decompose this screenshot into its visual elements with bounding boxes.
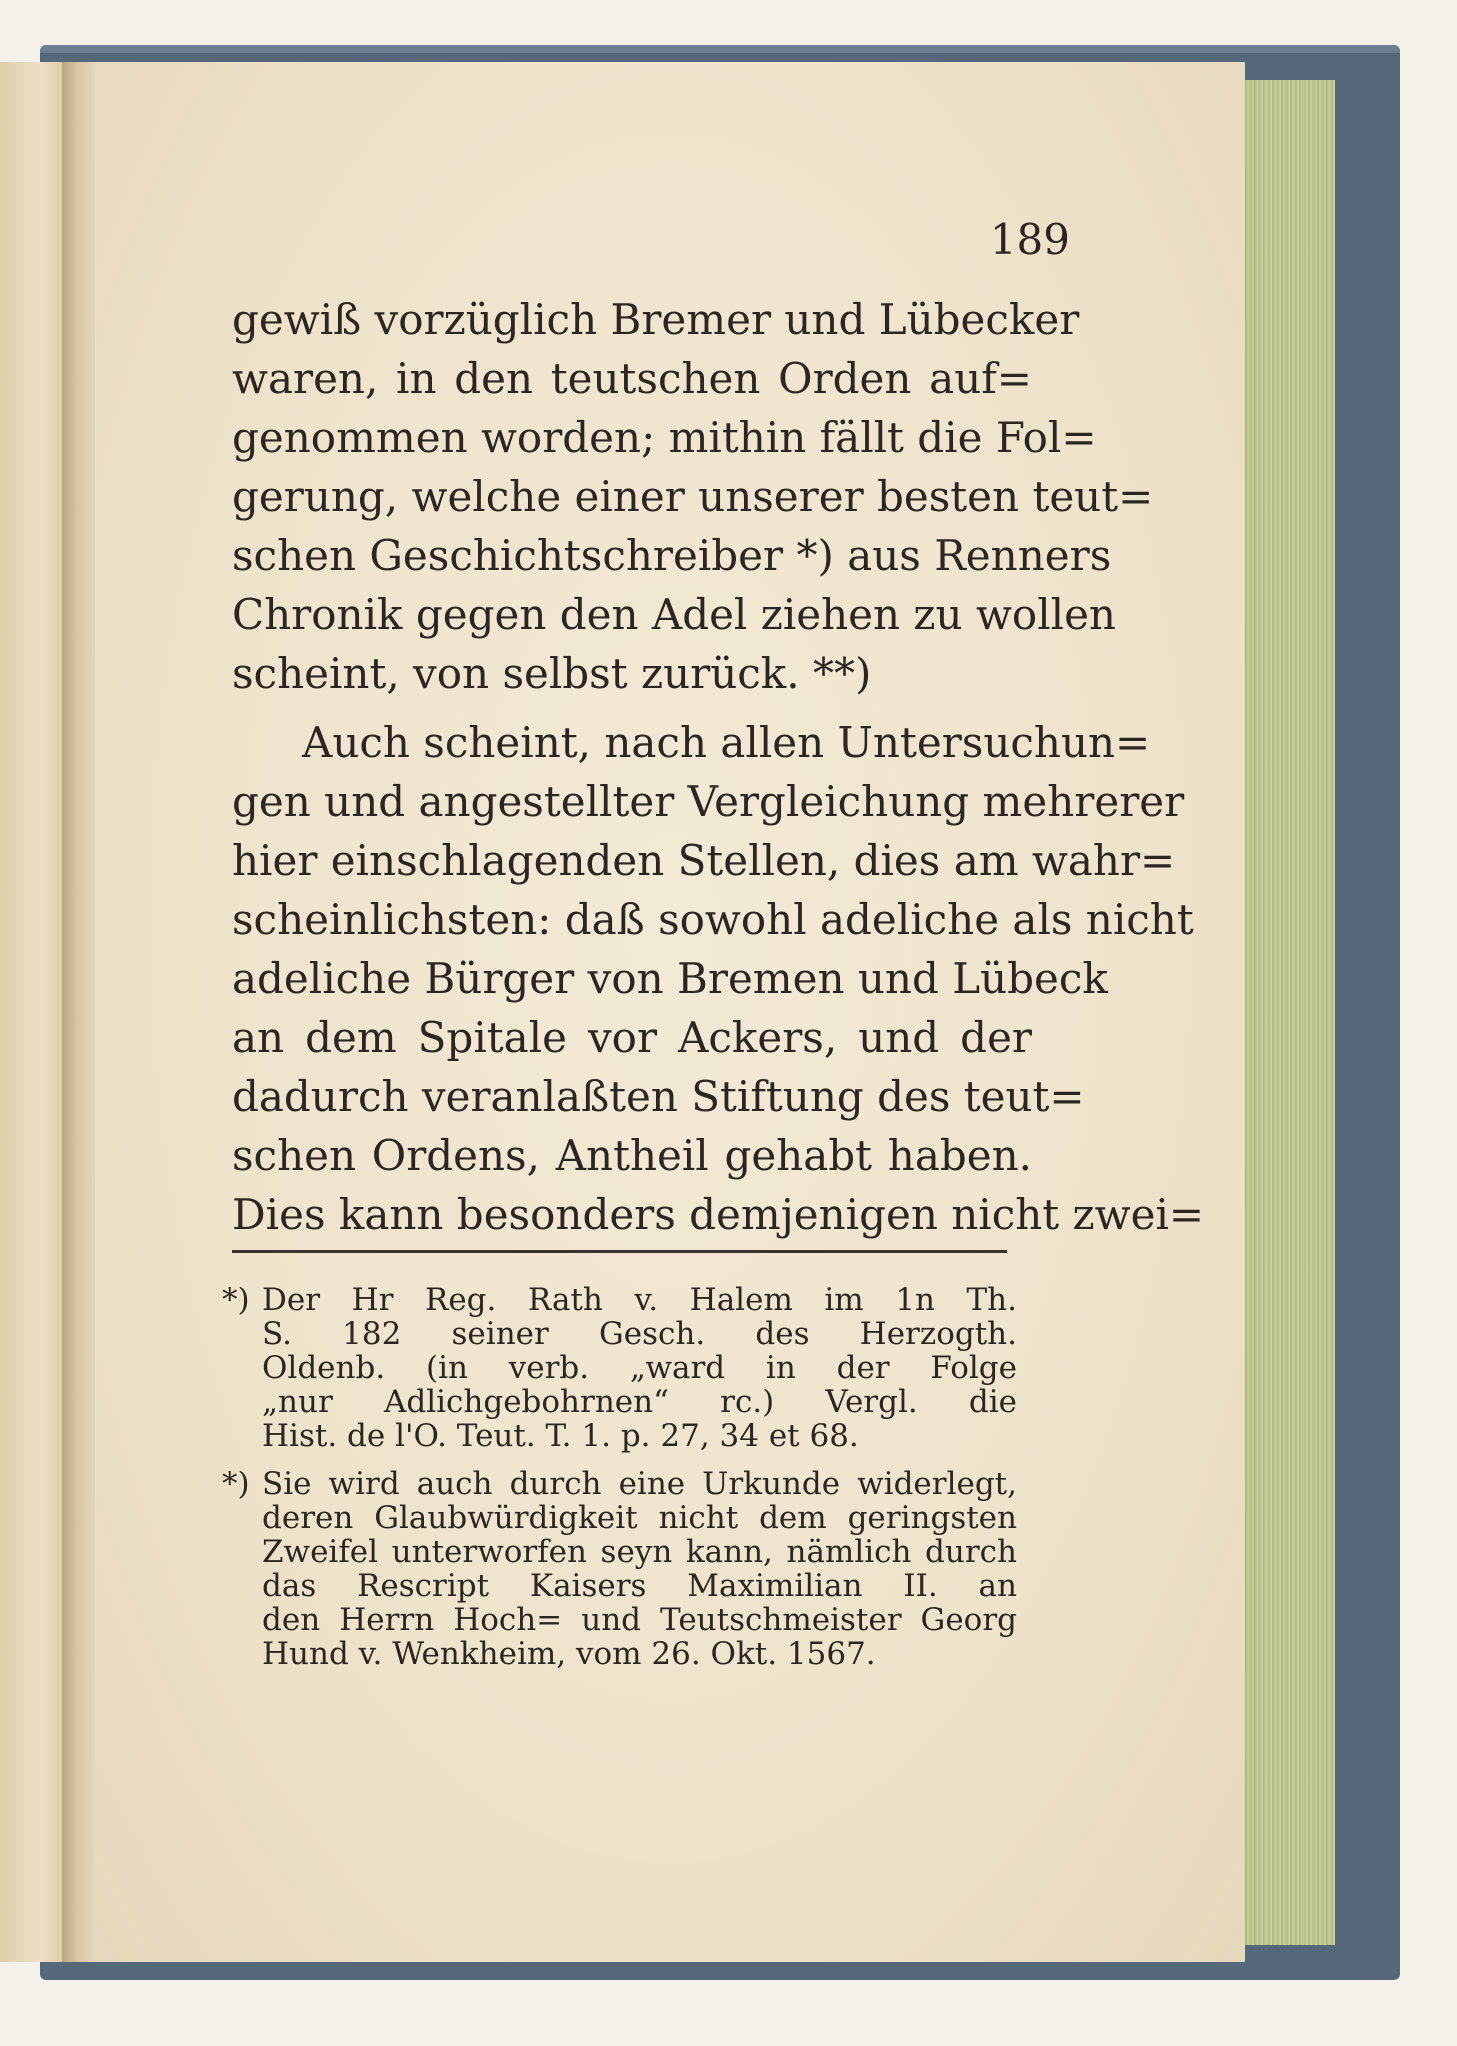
footnote-line: Hist. de l'O. Teut. T. 1. p. 27, 34 et 68. [262,1418,859,1454]
footnote [222,1282,1017,1454]
page-edges [1245,80,1335,1945]
left-page-edge [0,62,70,1962]
text-line: scheint, von selbst zurück. **) [232,649,872,698]
footnote-line: Oldenb. (in verb. „ward in der Folge [262,1350,1017,1386]
text-line: an dem Spitale vor Ackers, und der [232,1013,1032,1062]
paragraph-gap [232,703,1032,713]
footnotes [222,1282,1017,1685]
text-line: Chronik gegen den Adel ziehen zu wollen [232,590,1116,639]
main-text [232,290,1205,1244]
footnote-line: deren Glaubwürdigkeit nicht dem geringsten [262,1500,1017,1536]
text-line: scheinlichsten: daß sowohl adeliche als nicht [232,895,1194,944]
cover-edge [40,45,1400,53]
footnote-rule [232,1250,1007,1253]
footnote-line: das Rescript Kaisers Maximilian II. an [262,1568,1017,1604]
text-line: schen Geschichtschreiber *) aus Renners [232,531,1112,580]
text-line: gewiß vorzüglich Bremer und Lübecker [232,295,1080,344]
text-line: adeliche Bürger von Bremen und Lübeck [232,954,1108,1003]
text-line: gen und angestellter Vergleichung mehrerer [232,777,1185,826]
footnote-line: Zweifel unterworfen seyn kann, nämlich durch [262,1534,1017,1570]
footnote-line: „nur Adlichgebohrnen“ rc.) Vergl. die [262,1384,1017,1420]
footnote-line: den Herrn Hoch= und Teutschmeister Georg [262,1602,1017,1638]
page-number: 189 [989,215,1070,264]
text-line: hier einschlagenden Stellen, dies am wahr= [232,836,1176,885]
footnote [222,1466,1017,1672]
text-line: genommen worden; mithin fällt die Fol= [232,413,1097,462]
footnote-line: Sie wird auch durch eine Urkunde widerlegt, [262,1466,1017,1502]
footnote-line: Der Hr Reg. Rath v. Halem im 1n Th. [262,1282,1017,1318]
footnote-line: Hund v. Wenkheim, vom 26. Okt. 1567. [262,1636,876,1672]
text-line: Dies kann besonders demjenigen nicht zwei= [232,1190,1205,1239]
footnote-line: S. 182 seiner Gesch. des Herzogth. [262,1316,1017,1352]
text-line: waren, in den teutschen Orden auf= [232,354,1032,403]
text-line: gerung, welche einer unserer besten teut= [232,472,1154,521]
footnote-mark: *) [222,1282,250,1318]
footnote-mark: *) [222,1466,250,1502]
text-line: dadurch veranlaßten Stiftung des teut= [232,1072,1085,1121]
text-line: schen Ordens, Antheil gehabt haben. [232,1131,1032,1180]
text-line: Auch scheint, nach allen Untersuchun= [302,718,1151,767]
